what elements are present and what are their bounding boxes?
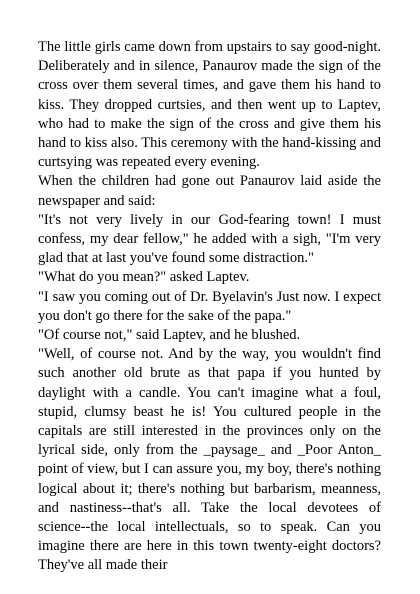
- paragraph-of-course-not: "Of course not," said Laptev, and he blushed.: [38, 327, 301, 344]
- paragraph-old-brute: "Well, of course not. And by the way, you wouldn't find such another old brute as that papa if you hunted by daylight with a candle. You can't imagine what a foul, stupid, clumsy beast he is! You cultured people in the capitals are still interested in the provinces only on the lyrical side, only from the _paysage_ and _Poor Anton_ point of view, but I can assure you, my boy, there's nothing logical about it; there's nothing but barbarism, meanness, and nastiness--that's all. Take the local devotees of science--the local intellectuals, so to speak. Can you imagine there are here in this town twenty-eight doctors? They've all made their: [38, 346, 381, 574]
- paragraph-god-fearing-town: "It's not very lively in our God-fearing town! I must confess, my dear fellow," he added with a sigh, "I'm very glad that at last you've found some distraction.": [38, 211, 381, 267]
- document-page: [38, 38, 381, 576]
- paragraph-byelavin: "I saw you coming out of Dr. Byelavin's Just now. I expect you don't go there for the sake of the papa.": [38, 288, 381, 324]
- paragraph-good-night-ceremony: The little girls came down from upstairs to say good-night. Deliberately and in silence, Panaurov made the sign of the cross over them several times, and gave them his hand to kiss. They dropped curtsies, and then went up to Laptev, who had to make the sign of the cross and give them his hand to kiss also. This ceremony with the hand-kissing and curtsying was repeated every evening.: [38, 39, 381, 171]
- paragraph-what-do-you-mean: "What do you mean?" asked Laptev.: [38, 269, 250, 286]
- paragraph-children-gone: When the children had gone out Panaurov laid aside the newspaper and said:: [38, 173, 381, 209]
